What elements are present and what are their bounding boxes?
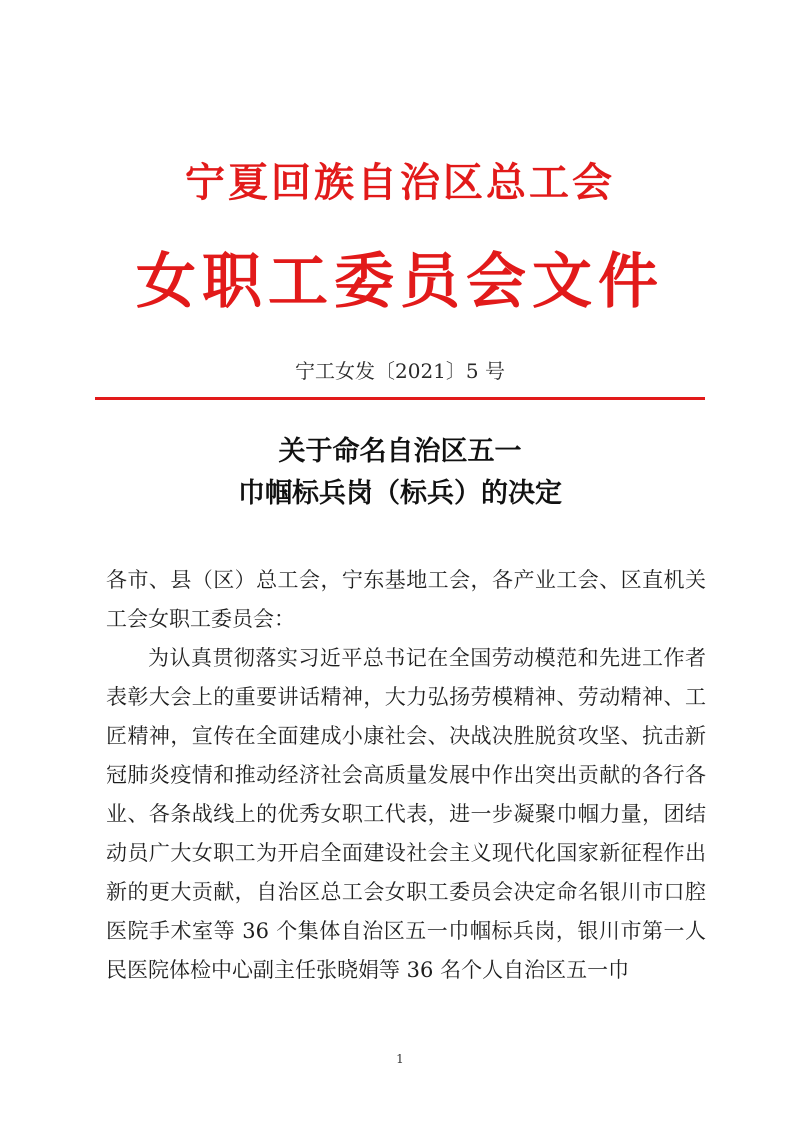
document-title (0, 431, 800, 515)
salutation: 各市、县（区）总工会，宁东基地工会，各产业工会、区直机关工会女职工委员会： (106, 568, 706, 631)
title-line-1: 关于命名自治区五一 (278, 436, 522, 467)
red-divider-line (95, 397, 705, 400)
body-paragraph: 为认真贯彻落实习近平总书记在全国劳动模范和先进工作者表彰大会上的重要讲话精神，大力弘扬劳模精神、劳动精神、工匠精神，宣传在全面建成小康社会、决战决胜脱贫攻坚、抗击新冠肺炎疫情和推动经济社会高质量发展中作出突出贡献的各行各业、各条战线上的优秀女职工代表，进一步凝聚巾帼力量，团结动员广大女职工为开启全面建设社会主义现代化国家新征程作出新的更大贡献，自治区总工会女职工委员会决定命名银川市口腔医院手术室等 36 个集体自治区五一巾帼标兵岗，银川市第一人民医院体检中心副主任张晓娟等 36 名个人自治区五一巾 (106, 646, 706, 982)
issuer-name: 宁夏回族自治区总工会 (185, 159, 615, 206)
page-number: 1 (396, 1052, 404, 1066)
document-number: 宁工女发〔2021〕5 号 (295, 359, 505, 383)
title-line-2: 巾帼标兵岗（标兵）的决定 (238, 478, 562, 509)
document-type-heading: 女职工委员会文件 (136, 247, 664, 317)
document-body (106, 561, 706, 990)
